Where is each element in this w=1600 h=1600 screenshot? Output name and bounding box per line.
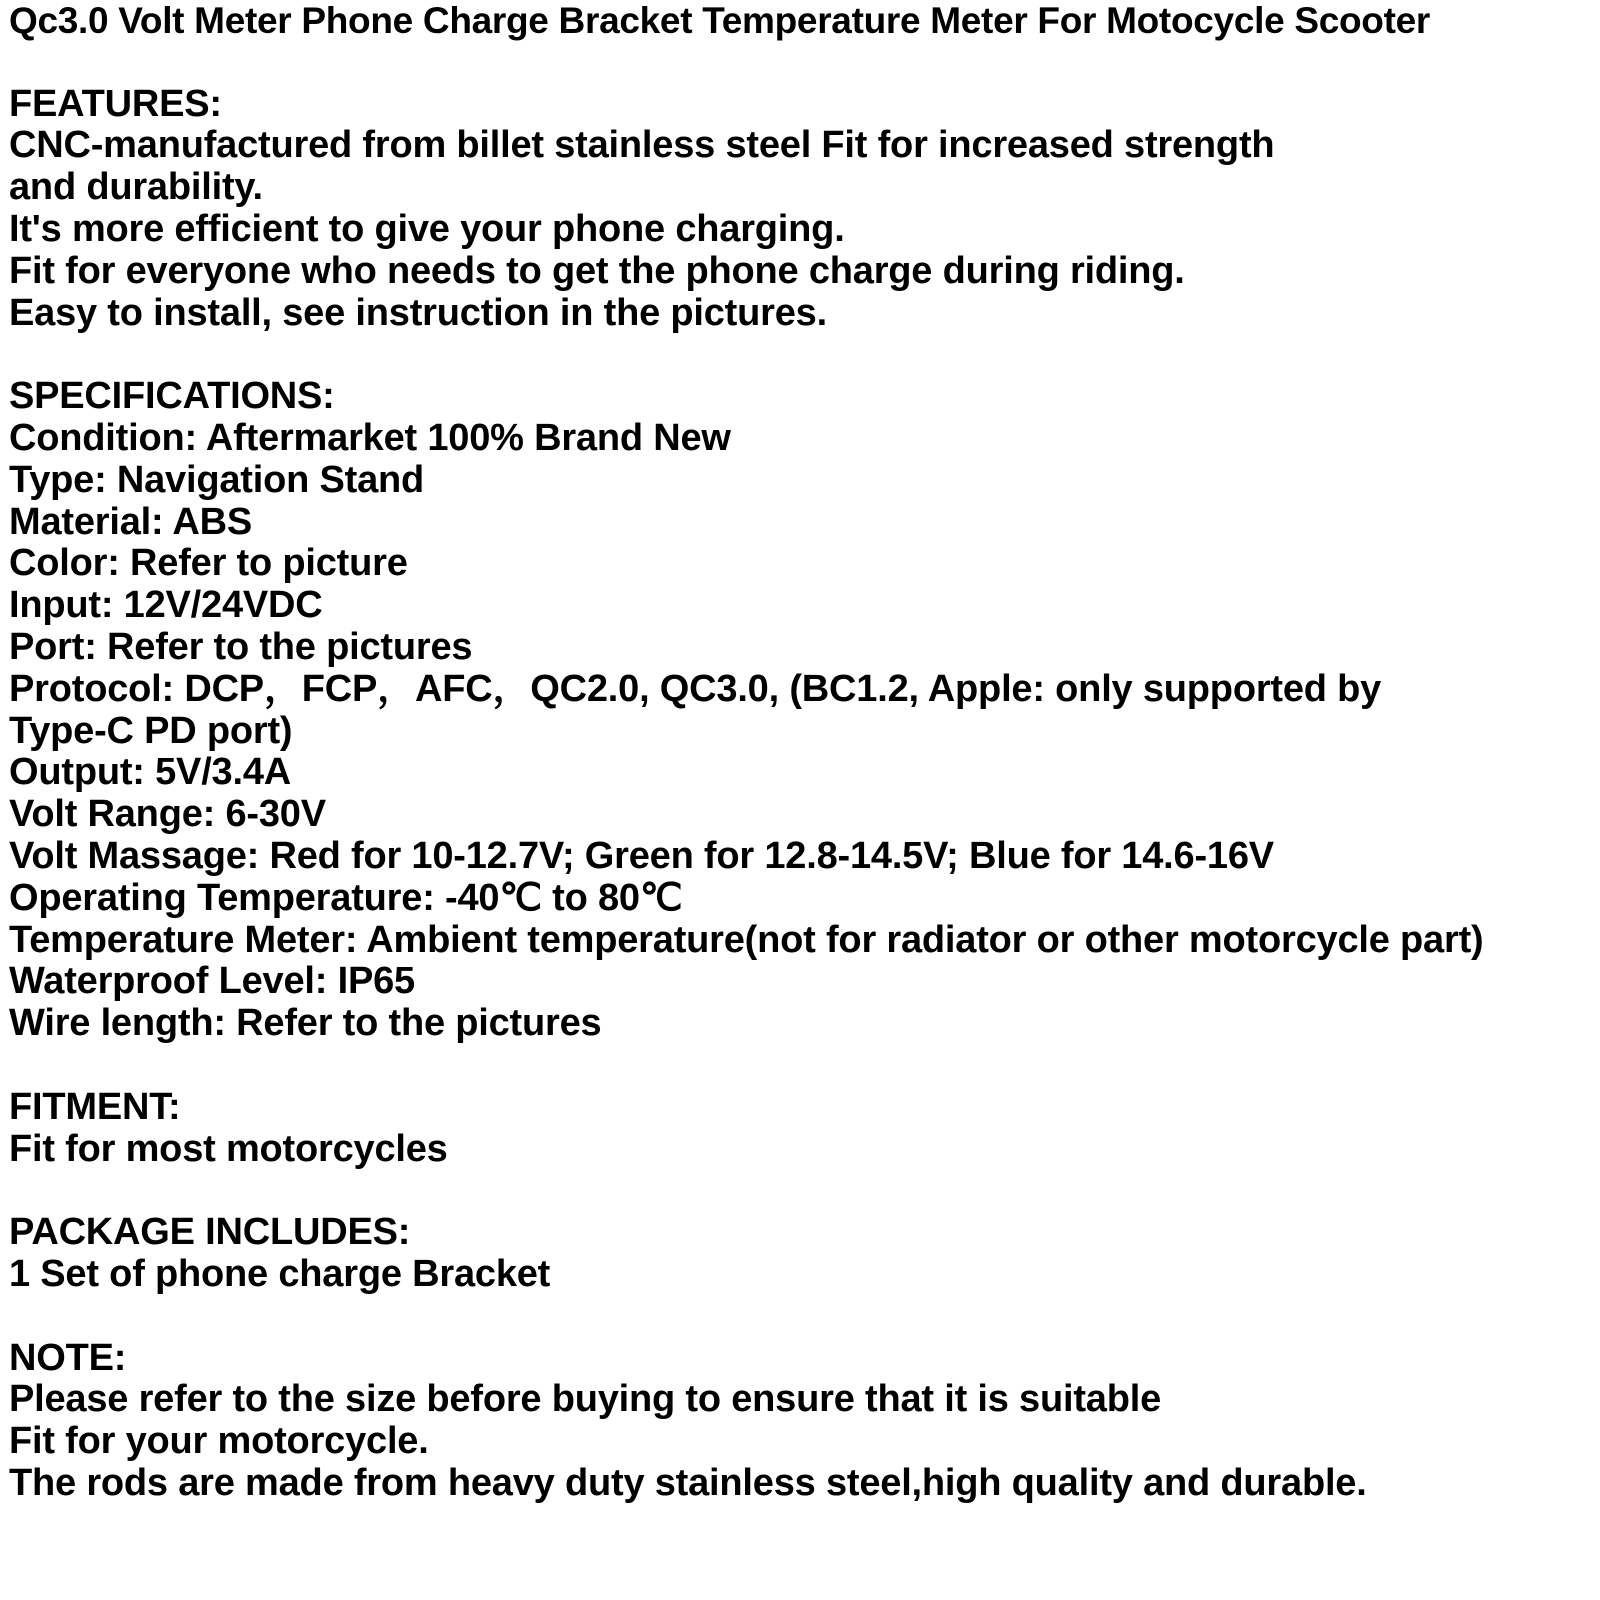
note-line: Fit for your motorcycle. xyxy=(9,1420,429,1463)
features-line: Easy to install, see instruction in the pictures. xyxy=(9,291,827,334)
package-section xyxy=(9,1212,1597,1296)
product-title: Qc3.0 Volt Meter Phone Charge Bracket Temperature Meter For Motocycle Scooter xyxy=(9,0,1430,41)
spec-line: Input: 12V/24VDC xyxy=(9,584,323,627)
package-line: 1 Set of phone charge Bracket xyxy=(9,1252,551,1295)
spec-line: Protocol: DCP，FCP，AFC，QC2.0, QC3.0, (BC1.2, Apple: only supported by xyxy=(9,667,1382,710)
features-line: CNC-manufactured from billet stainless steel Fit for increased strength xyxy=(9,124,1275,167)
note-line: Please refer to the size before buying to ensure that it is suitable xyxy=(9,1378,1162,1421)
spec-line: Waterproof Level: IP65 xyxy=(9,960,415,1003)
spacer xyxy=(9,334,1597,376)
spec-line: Wire length: Refer to the pictures xyxy=(9,1002,602,1045)
note-line: The rods are made from heavy duty stainless steel,high quality and durable. xyxy=(9,1461,1367,1504)
spec-line: Color: Refer to picture xyxy=(9,542,408,585)
features-line: It's more efficient to give your phone charging. xyxy=(9,207,845,250)
spec-line: Volt Massage: Red for 10-12.7V; Green for 12.8-14.5V; Blue for 14.6-16V xyxy=(9,834,1274,877)
spec-line: Type: Navigation Stand xyxy=(9,458,425,501)
spec-line: Output: 5V/3.4A xyxy=(9,751,292,794)
spacer xyxy=(9,42,1597,84)
product-description xyxy=(9,0,1597,1505)
fitment-section xyxy=(9,1087,1597,1171)
spacer xyxy=(9,1170,1597,1212)
spec-line: Material: ABS xyxy=(9,500,253,543)
package-heading: PACKAGE INCLUDES: xyxy=(9,1211,411,1254)
spec-line: Volt Range: 6-30V xyxy=(9,793,326,836)
spec-line: Operating Temperature: -40℃ to 80℃ xyxy=(9,876,683,919)
spec-line: Temperature Meter: Ambient temperature(not for radiator or other motorcycle part) xyxy=(9,918,1484,961)
fitment-line: Fit for most motorcycles xyxy=(9,1127,448,1170)
spec-line: Port: Refer to the pictures xyxy=(9,625,473,668)
spec-line: Type-C PD port) xyxy=(9,709,293,752)
note-heading: NOTE: xyxy=(9,1336,127,1379)
specifications-heading: SPECIFICATIONS: xyxy=(9,375,335,418)
features-heading: FEATURES: xyxy=(9,82,222,125)
spacer xyxy=(9,1045,1597,1087)
spacer xyxy=(9,1296,1597,1338)
features-section xyxy=(9,84,1597,335)
specifications-section xyxy=(9,376,1597,1045)
note-section xyxy=(9,1338,1597,1505)
features-line: and durability. xyxy=(9,166,263,209)
fitment-heading: FITMENT: xyxy=(9,1085,181,1128)
spec-line: Condition: Aftermarket 100% Brand New xyxy=(9,416,731,459)
features-line: Fit for everyone who needs to get the phone charge during riding. xyxy=(9,249,1185,292)
